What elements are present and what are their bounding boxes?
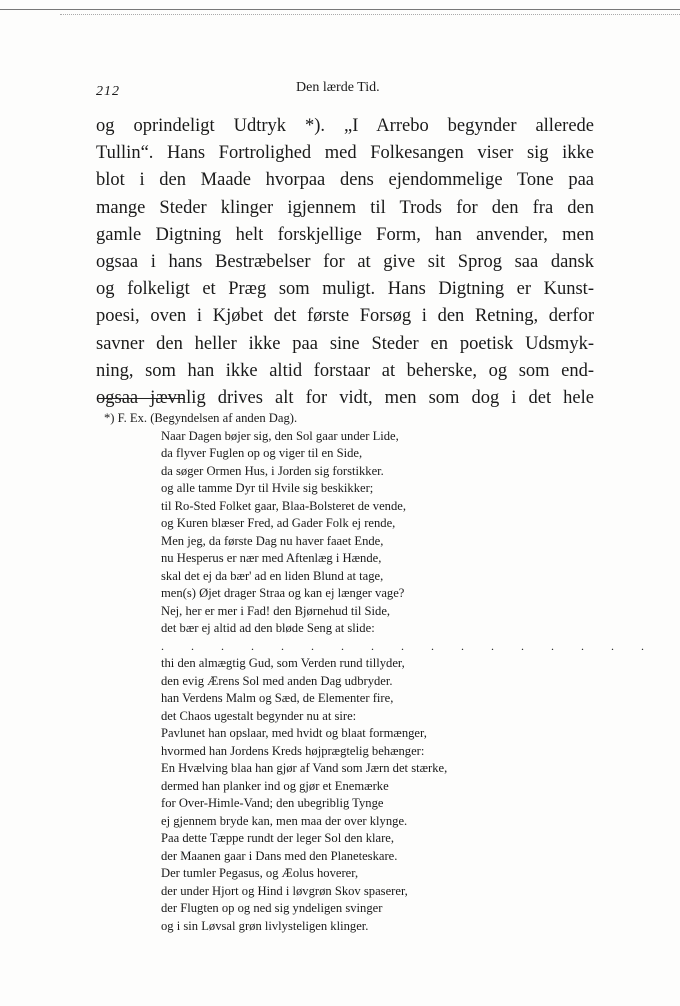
body-line: poesi, oven i Kjøbet det første Forsøg i den Retning, derfor xyxy=(96,306,594,327)
poem-line: han Verdens Malm og Sæd, de Elementer fire, xyxy=(161,691,394,705)
poem-line: der Flugten op og ned sig yndeligen svinger xyxy=(161,901,383,915)
poem-line: der Maanen gaar i Dans med den Planeteskare. xyxy=(161,848,398,863)
body-line: Tullin“. Hans Fortrolighed med Folkesangen viser sig ikke xyxy=(96,143,594,164)
poem-line: og Kuren blæser Fred, ad Gader Folk ej rende, xyxy=(161,516,396,530)
poem-line: skal det ej da bær' ad en liden Blund at tage, xyxy=(161,568,384,583)
poem-line: det Chaos ugestalt begynder nu at sire: xyxy=(161,708,357,723)
poem-line: og i sin Løvsal grøn livlysteligen klinger. xyxy=(161,918,369,933)
poem-line: Pavlunet han opslaar, med hvidt og blaat formænger, xyxy=(161,726,427,740)
poem-line: Nej, her er mer i Fad! den Bjørnehud til Side, xyxy=(161,603,391,618)
running-head: Den lærde Tid. xyxy=(296,80,380,95)
body-line: gamle Digtning helt forskjellige Form, han anvender, men xyxy=(96,224,594,245)
poem-line: dermed han planker ind og gjør et Enemærke xyxy=(161,778,389,793)
body-line: og folkeligt et Præg som muligt. Hans Digtning er Kunst- xyxy=(96,279,594,300)
poem-line: da flyver Fuglen op og viger til en Side, xyxy=(161,446,363,460)
top-edge-dotted-rule xyxy=(60,14,680,15)
body-line: ning, som han ikke altid forstaar at beherske, og som end- xyxy=(96,360,594,381)
body-line: og oprindeligt Udtryk *). „I Arrebo begynder allerede xyxy=(96,116,594,136)
body-line: savner den heller ikke paa sine Steder en poetisk Udsmyk- xyxy=(96,333,594,354)
poem-line: En Hvælving blaa han gjør af Vand som Jærn det stærke, xyxy=(161,761,448,775)
top-edge-rule xyxy=(0,9,680,10)
footnote xyxy=(104,410,656,935)
body-line: ogsaa i hans Bestræbelser for at give sit Sprog saa dansk xyxy=(96,252,594,273)
body-line: ogsaa jævnlig drives alt for vidt, men som dog i det hele xyxy=(96,388,594,409)
poem-line: Naar Dagen bøjer sig, den Sol gaar under Lide, xyxy=(161,428,399,443)
poem-line: Der tumler Pegasus, og Æolus hoverer, xyxy=(161,866,359,880)
poem-line: da søger Ormen Hus, i Jorden sig forstikker. xyxy=(161,463,384,478)
body-line: mange Steder klinger igjennem til Trods for den fra den xyxy=(96,197,594,218)
footnote-separator xyxy=(98,398,184,399)
poem-line: til Ro-Sted Folket gaar, Blaa-Bolsteret de vende, xyxy=(161,498,407,513)
poem-line: ej gjennem bryde kan, men maa der over klynge. xyxy=(161,813,408,828)
footnote-heading: *) F. Ex. (Begyndelsen af anden Dag). xyxy=(104,411,298,425)
body-line: blot i den Maade hvorpaa dens ejendommelige Tone paa xyxy=(96,170,594,191)
poem-line: og alle tamme Dyr til Hvile sig beskikker; xyxy=(161,481,374,495)
poem-line: Men jeg, da første Dag nu haver faaet Ende, xyxy=(161,533,384,548)
poem-line: thi den almægtig Gud, som Verden rund tillyder, xyxy=(161,656,405,670)
poem-line: hvormed han Jordens Kreds højprægtelig behænger: xyxy=(161,743,425,758)
poem-line: det bær ej altid ad den bløde Seng at slide: xyxy=(161,621,375,635)
poem-line: for Over-Himle-Vand; den ubegriblig Tynge xyxy=(161,796,384,810)
poem-line: der under Hjort og Hind i løvgrøn Skov spaserer, xyxy=(161,883,408,898)
poem-line: Paa dette Tæppe rundt der leger Sol den klare, xyxy=(161,831,395,845)
body-paragraph xyxy=(96,113,594,412)
poem-quotation xyxy=(161,428,656,936)
omission-dots: . . . . . . . . . . . . . . . . . xyxy=(161,638,656,653)
poem-line: nu Hesperus er nær med Aftenlæg i Hænde, xyxy=(161,551,382,565)
poem-line: men(s) Øjet drager Straa og kan ej længer vage? xyxy=(161,586,405,600)
page-number: 212 xyxy=(96,84,120,99)
poem-line: den evig Ærens Sol med anden Dag udbryder. xyxy=(161,673,393,688)
